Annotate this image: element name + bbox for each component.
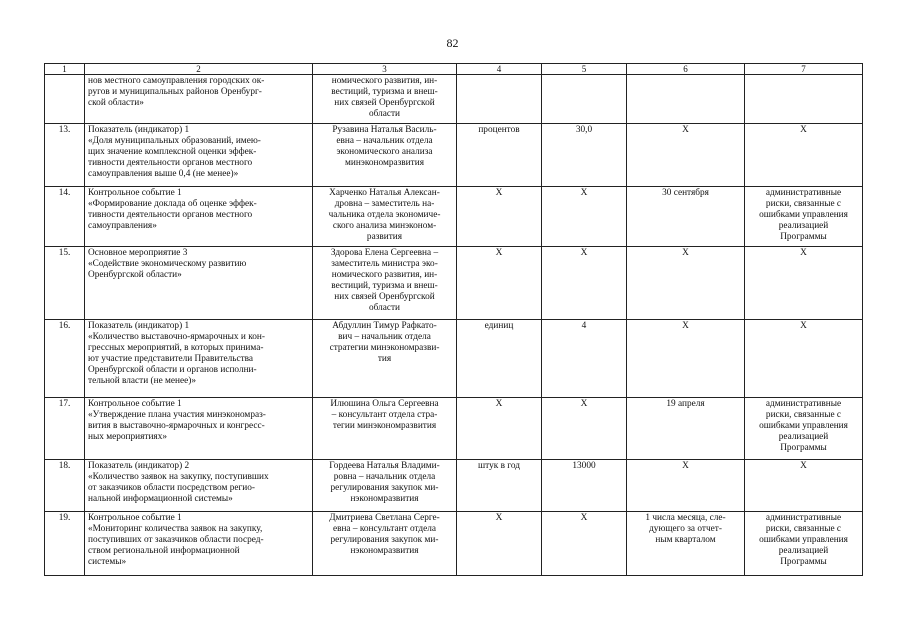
column-number: 5	[542, 64, 627, 75]
risks-cell: административные риски, связанные с ошибками управления реализацией Программы	[745, 187, 863, 247]
value-cell: X	[542, 187, 627, 247]
table-row	[45, 320, 863, 398]
value-cell: X	[542, 512, 627, 576]
risks-cell: административные риски, связанные с ошибками управления реализацией Программы	[745, 512, 863, 576]
row-number-cell: 13.	[45, 124, 85, 187]
risks-cell: X	[745, 320, 863, 398]
unit-cell: штук в год	[457, 460, 542, 512]
row-number-cell: 16.	[45, 320, 85, 398]
unit-cell	[457, 75, 542, 124]
value-cell: X	[542, 398, 627, 460]
value-cell	[542, 75, 627, 124]
responsible-cell: Илюшина Ольга Сергеевна – консультант отдела стра- тегии минэкономразвития	[313, 398, 457, 460]
risks-cell: X	[745, 460, 863, 512]
row-number-cell: 14.	[45, 187, 85, 247]
unit-cell: X	[457, 187, 542, 247]
page-number: 82	[446, 36, 459, 50]
column-number: 2	[85, 64, 313, 75]
program-table	[44, 63, 863, 576]
responsible-cell: Здорова Елена Сергеевна – заместитель министра эко- номического развития, ин- вестиций, туризма и внеш- них связей Оренбургской области	[313, 247, 457, 320]
description-cell: Показатель (индикатор) 1 «Доля муниципальных образований, имею- щих значение комплексной оценки эффек- тивности деятельности органов местного самоуправления выше 0,4 (не менее)»	[85, 124, 313, 187]
column-number: 7	[745, 64, 863, 75]
unit-cell: процентов	[457, 124, 542, 187]
row-number-cell: 19.	[45, 512, 85, 576]
responsible-cell: Дмитриева Светлана Серге- евна – консультант отдела регулирования закупок ми- нэкономразвития	[313, 512, 457, 576]
table-row	[45, 398, 863, 460]
deadline-cell: X	[627, 320, 745, 398]
value-cell: 4	[542, 320, 627, 398]
row-number-cell: 17.	[45, 398, 85, 460]
row-number-cell: 18.	[45, 460, 85, 512]
responsible-cell: Абдуллин Тимур Рафкато- вич – начальник отдела стратегии минэкономразви- тия	[313, 320, 457, 398]
description-cell: Контрольное событие 1 «Утверждение плана участия минэкономраз- вития в выставочно-ярмарочных и конгресс- ных мероприятиях»	[85, 398, 313, 460]
table-row	[45, 124, 863, 187]
column-number-row	[45, 64, 863, 75]
column-number: 3	[313, 64, 457, 75]
description-cell: Основное мероприятие 3 «Содействие экономическому развитию Оренбургской области»	[85, 247, 313, 320]
risks-cell: административные риски, связанные с ошибками управления реализацией Программы	[745, 398, 863, 460]
table-row	[45, 512, 863, 576]
deadline-cell: X	[627, 124, 745, 187]
description-cell: нов местного самоуправления городских ок- ругов и муниципальных районов Оренбург- ской области»	[85, 75, 313, 124]
risks-cell: X	[745, 247, 863, 320]
deadline-cell: 19 апреля	[627, 398, 745, 460]
description-cell: Контрольное событие 1 «Мониторинг количества заявок на закупку, поступивших от заказчиков области посред- ством региональной информационной системы»	[85, 512, 313, 576]
deadline-cell: 1 числа месяца, сле- дующего за отчет- ным кварталом	[627, 512, 745, 576]
row-number-cell: 15.	[45, 247, 85, 320]
table-row	[45, 460, 863, 512]
column-number: 6	[627, 64, 745, 75]
table-row	[45, 247, 863, 320]
deadline-cell: X	[627, 460, 745, 512]
unit-cell: X	[457, 247, 542, 320]
value-cell: X	[542, 247, 627, 320]
table-row	[45, 75, 863, 124]
deadline-cell: X	[627, 247, 745, 320]
responsible-cell: Рузавина Наталья Василь- евна – начальник отдела экономического анализа минэкономразвития	[313, 124, 457, 187]
row-number-cell	[45, 75, 85, 124]
description-cell: Показатель (индикатор) 2 «Количество заявок на закупку, поступивших от заказчиков области посредством регио- нальной информационной системы»	[85, 460, 313, 512]
deadline-cell	[627, 75, 745, 124]
table-row	[45, 187, 863, 247]
value-cell: 30,0	[542, 124, 627, 187]
unit-cell: X	[457, 512, 542, 576]
value-cell: 13000	[542, 460, 627, 512]
responsible-cell: номического развития, ин- вестиций, туризма и внеш- них связей Оренбургской области	[313, 75, 457, 124]
risks-cell: X	[745, 124, 863, 187]
responsible-cell: Харченко Наталья Алексан- дровна – заместитель на- чальника отдела экономиче- ского анализа минэконом- развития	[313, 187, 457, 247]
unit-cell: единиц	[457, 320, 542, 398]
description-cell: Контрольное событие 1 «Формирование доклада об оценке эффек- тивности деятельности органов местного самоуправления»	[85, 187, 313, 247]
description-cell: Показатель (индикатор) 1 «Количество выставочно-ярмарочных и кон- грессных мероприятий, в которых принима- ют участие представители Правительства Оренбургской области и органов исполни- тельной власти (не менее)»	[85, 320, 313, 398]
column-number: 1	[45, 64, 85, 75]
deadline-cell: 30 сентября	[627, 187, 745, 247]
risks-cell	[745, 75, 863, 124]
unit-cell: X	[457, 398, 542, 460]
column-number: 4	[457, 64, 542, 75]
responsible-cell: Гордеева Наталья Владими- ровна – начальник отдела регулирования закупок ми- нэкономразвития	[313, 460, 457, 512]
